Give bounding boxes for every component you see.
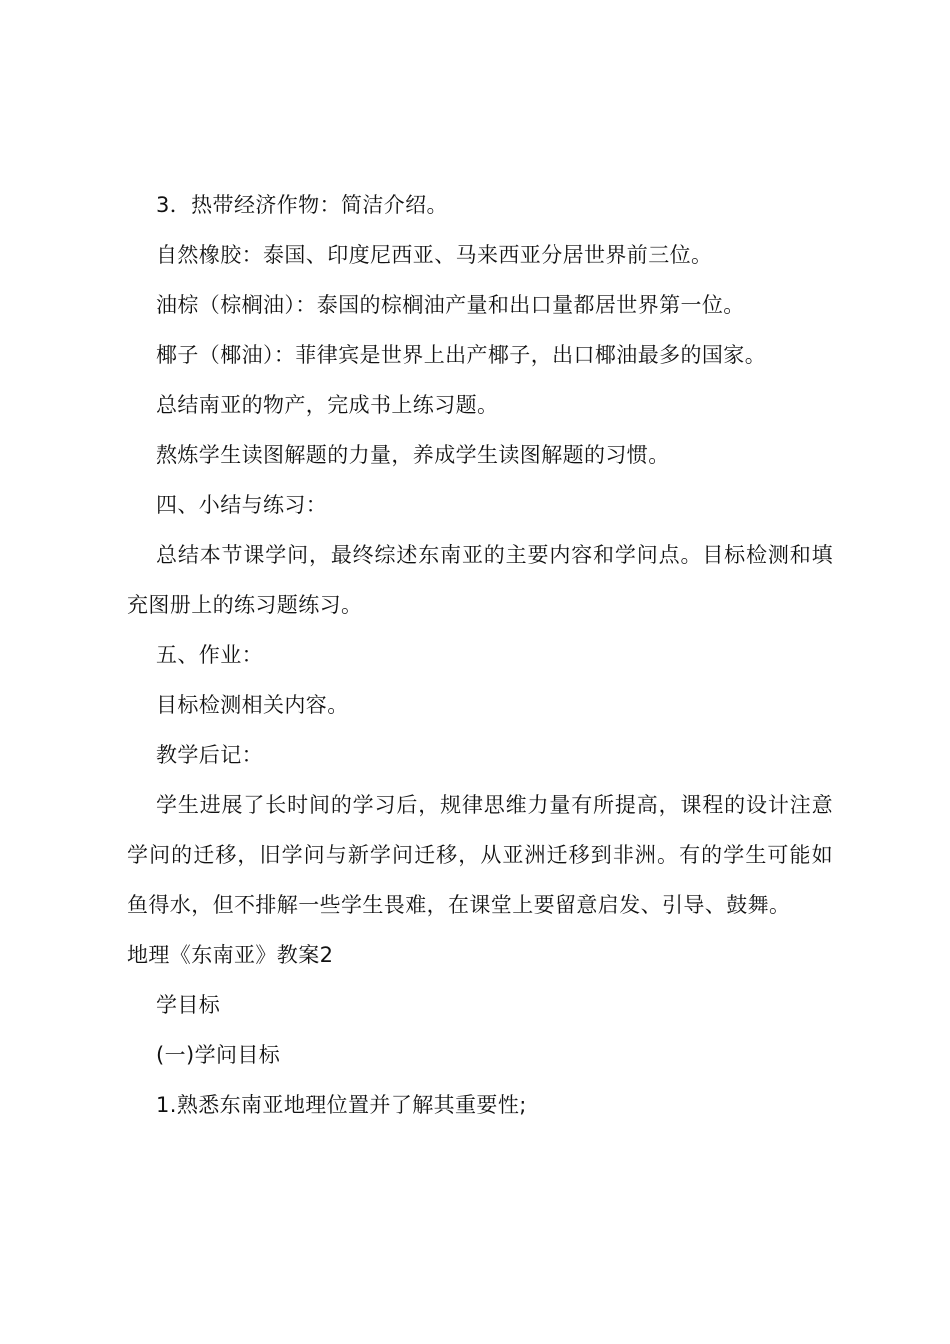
document-body — [127, 180, 833, 1130]
paragraph-teaching-notes: 学生进展了长时间的学习后，规律思维力量有所提高，课程的设计注意学问的迁移，旧学问与新学问迁移，从亚洲迁移到非洲。有的学生可能如鱼得水，但不排解一些学生畏难，在课堂上要留意启发、引导、鼓舞。 — [127, 793, 833, 917]
heading-knowledge-goals: (一)学问目标 — [156, 1043, 281, 1067]
heading-summary-practice: 四、小结与练习： — [156, 493, 328, 517]
paragraph-summary-products: 总结南亚的物产，完成书上练习题。 — [156, 393, 499, 417]
heading-teaching-notes: 教学后记： — [156, 743, 263, 767]
paragraph-homework-content: 目标检测相关内容。 — [156, 693, 349, 717]
paragraph-rubber: 自然橡胶：泰国、印度尼西亚、马来西亚分居世界前三位。 — [156, 243, 713, 267]
paragraph-map-reading: 熬炼学生读图解题的力量，养成学生读图解题的习惯。 — [156, 443, 670, 467]
paragraph-tropical-crops: 3．热带经济作物：简洁介绍。 — [156, 193, 448, 217]
paragraph-goal-1: 1.熟悉东南亚地理位置并了解其重要性; — [156, 1093, 527, 1117]
heading-homework: 五、作业： — [156, 643, 263, 667]
heading-lesson-plan-2: 地理《东南亚》教案2 — [127, 943, 334, 967]
paragraph-coconut: 椰子（椰油）：菲律宾是世界上出产椰子，出口椰油最多的国家。 — [156, 343, 767, 367]
paragraph-lesson-summary: 总结本节课学问，最终综述东南亚的主要内容和学问点。目标检测和填充图册上的练习题练习。 — [127, 543, 833, 617]
heading-learning-goals: 学目标 — [156, 993, 221, 1017]
paragraph-oil-palm: 油棕（棕榈油）：泰国的棕榈油产量和出口量都居世界第一位。 — [156, 293, 745, 317]
